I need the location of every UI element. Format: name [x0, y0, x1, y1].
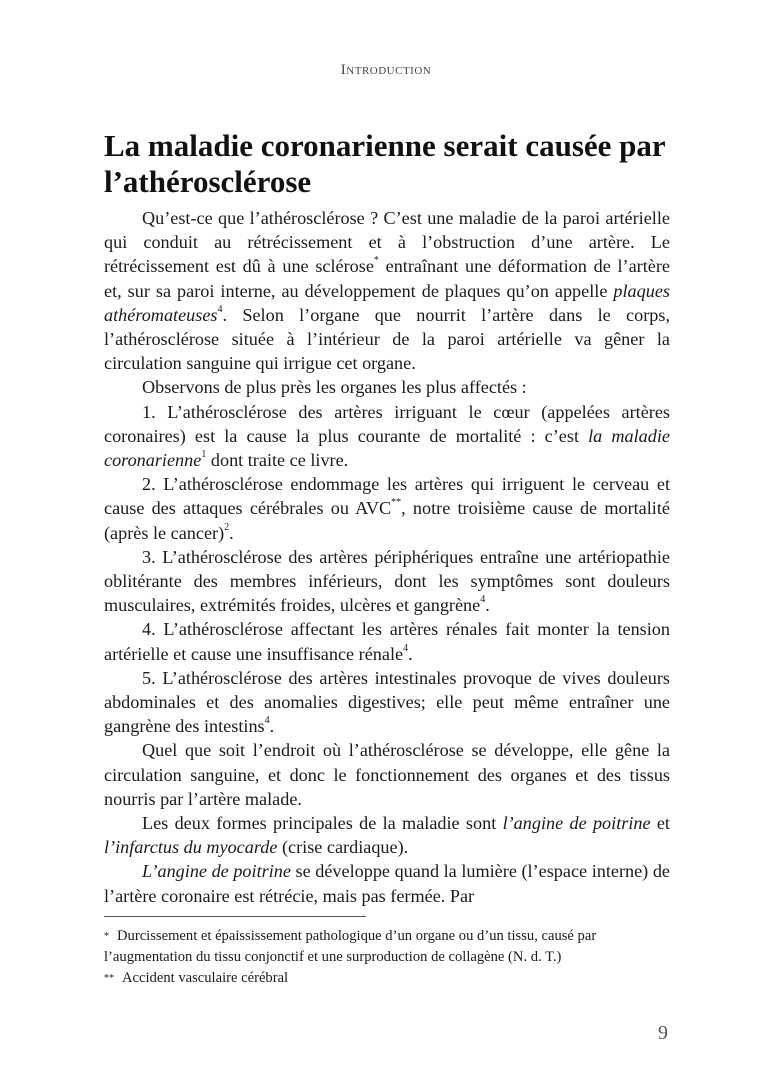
footnote-ref: * — [373, 255, 379, 267]
footnotes — [104, 926, 670, 989]
paragraph: Les deux formes principales de la maladie sont l’angine de poitrine et l’infarctus du myocarde (crise cardiaque). — [104, 813, 670, 858]
list-item: 2. L’athérosclérose endommage les artères qui irriguent le cerveau et cause des attaques cérébrales ou AVC**, notre troisième cause de mortalité (après le cancer)$^2$. — [104, 474, 670, 543]
running-head: Introduction — [340, 62, 432, 78]
paragraph: L’angine de poitrine se développe quand la lumière (l’espace interne) de l’artère coronaire est rétrécie, mais pas fermée. Par — [104, 861, 670, 906]
footnote: * Durcissement et épaississement pathologique d’un organe ou d’un tissu, causé par l’augmentation du tissu conjonctif et une surproduction de collagène (N. d. T.) — [104, 928, 597, 965]
paragraph: Qu’est-ce que l’athérosclérose ? C’est une maladie de la paroi artérielle qui conduit au rétrécissement et à l’obstruction d’une artère. Le rétrécissement est dû à une sclérose* entraînant une déformation de l’artère et, sur sa paroi interne, au développement de plaques qu’on appelle plaques athéromateuses$^4$. Selon l’organe que nourrit l’artère dans le corps, l’athérosclérose située à l’intérieur de la paroi artérielle va gêner la circulation sanguine qui irrigue cet organe. — [104, 208, 670, 374]
list-item: 1. L’athérosclérose des artères irriguant le cœur (appelées artères coronaires) est la cause la plus courante de mortalité : c’est la maladie coronarienne$^1$ dont traite ce livre. — [104, 401, 670, 471]
section-title: La maladie coronarienne serait causée par l’athérosclérose — [104, 128, 666, 199]
footnote: ** Accident vasculaire cérébral — [104, 970, 289, 986]
footnote-ref: ** — [391, 497, 402, 509]
footnote-mark: * — [104, 931, 109, 942]
citation-ref: 1 — [201, 448, 207, 460]
paragraph: Observons de plus près les organes les plus affectés : — [142, 377, 527, 398]
list-item: 4. L’athérosclérose affectant les artères rénales fait monter la tension artérielle et cause une insuffisance rénale$^4$. — [104, 619, 670, 664]
citation-ref: 2 — [224, 521, 230, 533]
citation-ref: 4 — [480, 594, 486, 606]
citation-ref: 4 — [403, 642, 409, 654]
citation-ref: 4 — [264, 715, 270, 727]
footnote-mark: ** — [104, 973, 114, 984]
list-item: 5. L’athérosclérose des artères intestinales provoque de vives douleurs abdominales et des anomalies digestives; elle peut même entraîner une gangrène des intestins$^4$. — [104, 667, 670, 737]
citation-ref: 4 — [217, 303, 223, 315]
body-text — [104, 206, 670, 908]
paragraph: Quel que soit l’endroit où l’athérosclérose se développe, elle gêne la circulation sanguine, et donc le fonctionnement des organes et des tissus nourris par l’artère malade. — [104, 740, 670, 809]
page-number: 9 — [658, 1022, 668, 1044]
footnote-divider — [104, 916, 366, 917]
list-item: 3. L’athérosclérose des artères périphériques entraîne une artériopathie oblitérante des membres inférieurs, dont les symptômes sont douleurs musculaires, extrémités froides, ulcères et gangrène$^4$. — [104, 546, 670, 616]
